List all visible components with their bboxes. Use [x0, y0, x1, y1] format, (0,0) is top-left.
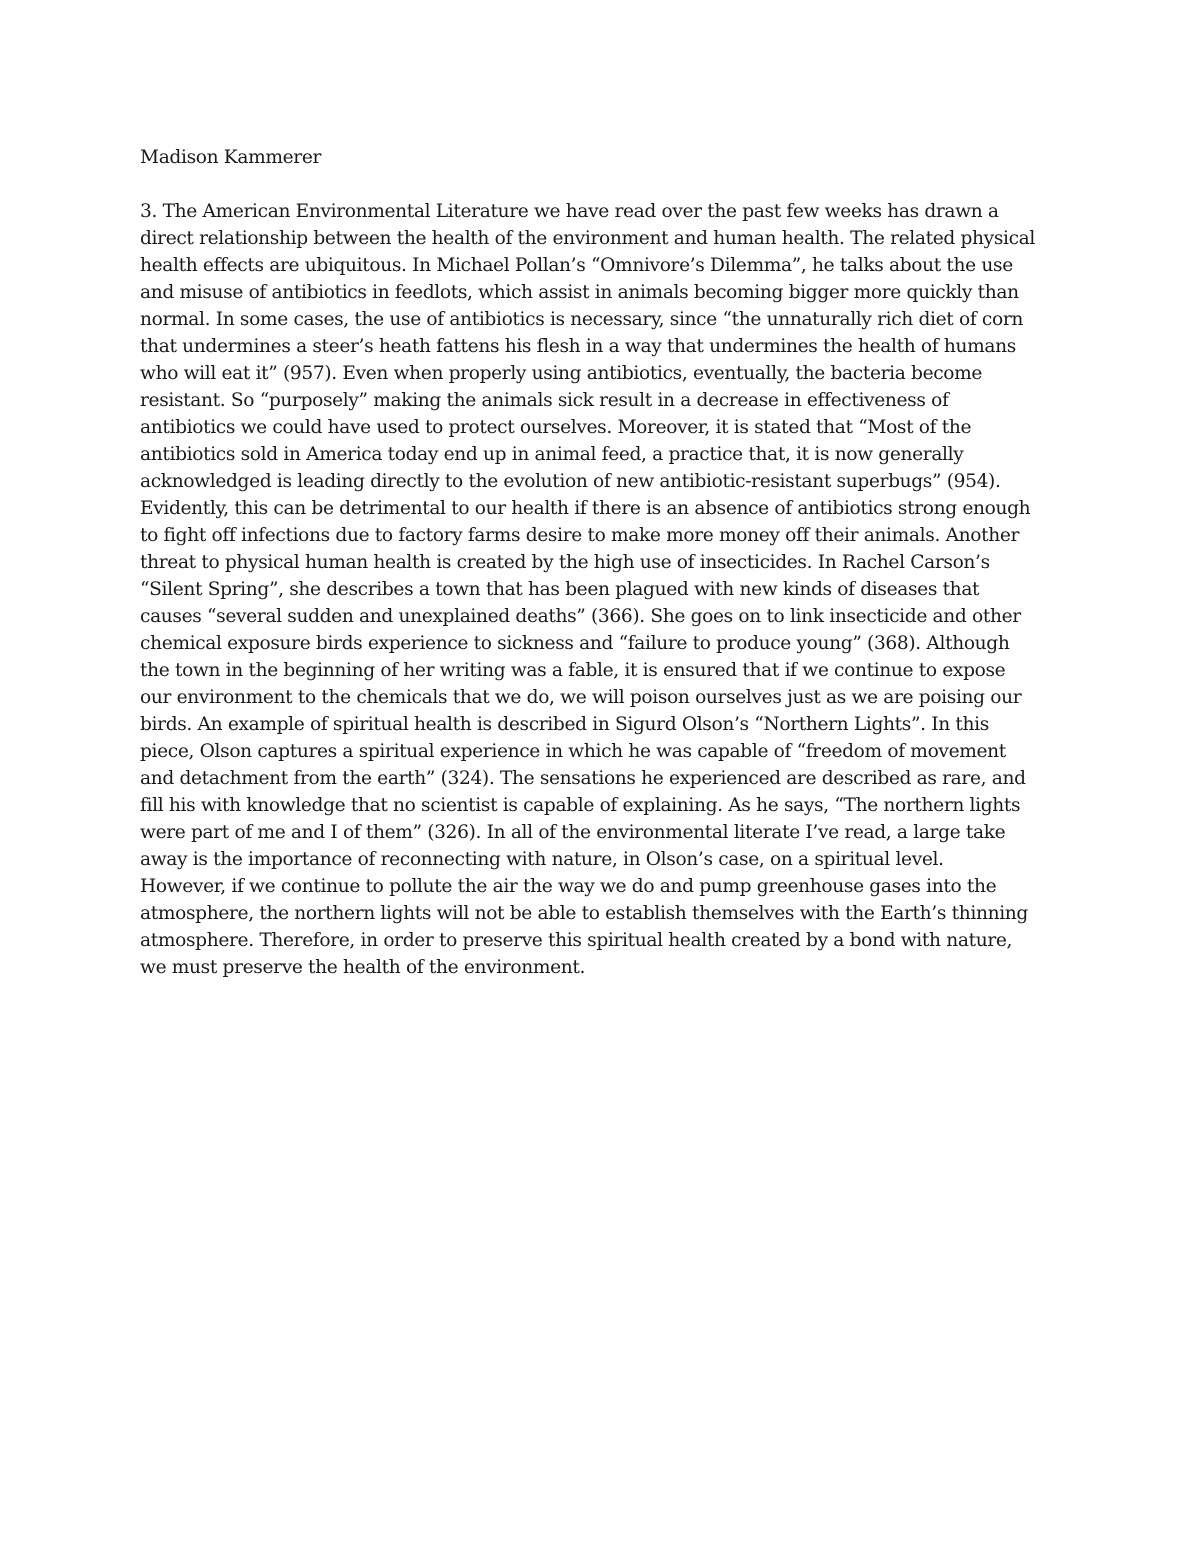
essay-line: were part of me and I of them” (326). In all of the environmental literate I’ve read, a large take — [140, 822, 1006, 843]
essay-line: causes “several sudden and unexplained deaths” (366). She goes on to link insecticide and other — [140, 606, 1021, 627]
essay-line: resistant. So “purposely” making the animals sick result in a decrease in effectiveness of — [140, 390, 949, 411]
essay-line: However, if we continue to pollute the air the way we do and pump greenhouse gases into the — [140, 876, 997, 897]
essay-line: birds. An example of spiritual health is described in Sigurd Olson’s “Northern Lights”. In this — [140, 714, 989, 735]
essay-line: direct relationship between the health of the environment and human health. The related physical — [140, 228, 1035, 249]
essay-line: to fight off infections due to factory farms desire to make more money off their animals. Another — [140, 525, 1020, 546]
essay-line: atmosphere, the northern lights will not be able to establish themselves with the Earth’s thinning — [140, 903, 1028, 924]
essay-line: atmosphere. Therefore, in order to preserve this spiritual health created by a bond with nature, — [140, 930, 1013, 951]
essay-line: the town in the beginning of her writing was a fable, it is ensured that if we continue to expose — [140, 660, 1006, 681]
essay-line: 3. The American Environmental Literature we have read over the past few weeks has drawn a — [140, 201, 999, 222]
essay-line: and detachment from the earth” (324). The sensations he experienced are described as rare, and — [140, 768, 1026, 789]
essay-line: acknowledged is leading directly to the evolution of new antibiotic-resistant superbugs” (954). — [140, 471, 1001, 492]
essay-line: antibiotics we could have used to protect ourselves. Moreover, it is stated that “Most of the — [140, 417, 972, 438]
essay-line: fill his with knowledge that no scientist is capable of explaining. As he says, “The northern lights — [140, 795, 1021, 816]
essay-line: health effects are ubiquitous. In Michael Pollan’s “Omnivore’s Dilemma”, he talks about the use — [140, 255, 1013, 276]
essay-line: “Silent Spring”, she describes a town that has been plagued with new kinds of diseases that — [140, 579, 980, 600]
essay-line: that undermines a steer’s heath fattens his flesh in a way that undermines the health of humans — [140, 336, 1016, 357]
essay-line: away is the importance of reconnecting with nature, in Olson’s case, on a spiritual level. — [140, 849, 944, 870]
essay-line: and misuse of antibiotics in feedlots, which assist in animals becoming bigger more quickly than — [140, 282, 1019, 303]
essay-body — [140, 198, 1035, 981]
essay-line: we must preserve the health of the environment. — [140, 957, 586, 978]
author-name: Madison Kammerer — [140, 147, 322, 168]
essay-line: piece, Olson captures a spiritual experience in which he was capable of “freedom of movement — [140, 741, 1006, 762]
essay-line: who will eat it” (957). Even when properly using antibiotics, eventually, the bacteria become — [140, 363, 983, 384]
essay-line: chemical exposure birds experience to sickness and “failure to produce young” (368). Although — [140, 633, 1010, 654]
essay-line: threat to physical human health is created by the high use of insecticides. In Rachel Carson’s — [140, 552, 990, 573]
essay-line: our environment to the chemicals that we do, we will poison ourselves just as we are poising our — [140, 687, 1022, 708]
essay-line: Evidently, this can be detrimental to our health if there is an absence of antibiotics strong enough — [140, 498, 1031, 519]
essay-line: normal. In some cases, the use of antibiotics is necessary, since “the unnaturally rich diet of corn — [140, 309, 1023, 330]
essay-line: antibiotics sold in America today end up in animal feed, a practice that, it is now generally — [140, 444, 964, 465]
